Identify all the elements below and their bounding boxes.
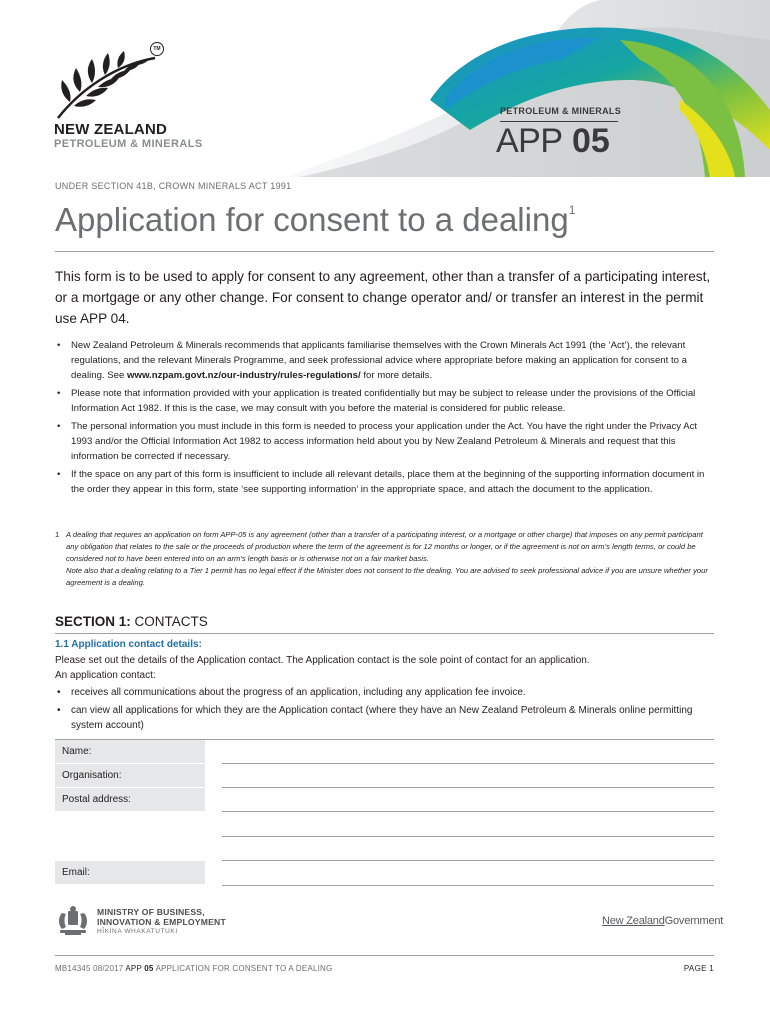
- section-text-1: Please set out the details of the Application contact. The Application contact is the sole point of contact for an application.: [55, 655, 590, 666]
- page-title: [55, 201, 575, 239]
- page-number: PAGE 1: [683, 964, 714, 973]
- list-item: [55, 386, 715, 416]
- nz-coat-of-arms-icon: [56, 905, 90, 937]
- silver-fern-icon: [50, 50, 160, 120]
- mbie-name-line-2: INNOVATION & EMPLOYMENT: [97, 917, 226, 927]
- document-footer: [55, 964, 332, 973]
- list-item: [55, 467, 715, 497]
- trademark-badge: TM: [150, 42, 164, 56]
- footnote-text: A dealing that requires an application on form APP-05 is any agreement (other than a transfer of a participating interest, or a mortgage or other charge) that imposes on any permit participant any obligation that relates to the sale or the proceeds of production where the term of the agreement is for 12 months or longer, or if the agreement is not on arm’s length terms, or could be considered not to have been entered into on an arm’s length basis or is otherwise not on a fair market basis.: [66, 530, 703, 563]
- brand-name: NEW ZEALAND: [54, 121, 168, 138]
- list-item: [55, 338, 715, 383]
- list-item: • can view all applications for which they are the Application contact (where they have an New Zealand Petroleum & Minerals online permitting system account): [55, 703, 715, 733]
- footer-divider: [55, 955, 714, 956]
- bullet-text: Please note that information provided with your application is treated confidentially but may be subject to release under the provisions of the Official Information Act 1982. If this is the case, we may consult with you before the material is considered for public release.: [71, 388, 696, 414]
- bullet-text: The personal information you must include in this form is needed to process your application under the Act. You have the right under the Privacy Act 1993 and/or the Official Information Act 1982 to access information held about you by New Zealand Petroleum & Minerals and request that this information be corrected if necessary.: [71, 421, 698, 462]
- act-reference: UNDER SECTION 41B, CROWN MINERALS ACT 1991: [55, 181, 292, 191]
- footer-app-prefix: APP: [125, 964, 142, 973]
- postal-address-field-line-1[interactable]: [222, 811, 714, 812]
- footer-app-number: 05: [144, 964, 154, 973]
- section-heading: [55, 614, 208, 629]
- contact-role-list: [55, 685, 715, 736]
- postal-address-label: Postal address:: [55, 788, 205, 811]
- footer-document-title: APPLICATION FOR CONSENT TO A DEALING: [155, 964, 333, 973]
- email-label: Email:: [55, 861, 205, 884]
- app-number: 05: [572, 122, 610, 160]
- bullet-text: If the space on any part of this form is insufficient to include all relevant details, place them at the beginning of the supporting information document in the order they appear in this form, state ‘see supporting information’ in the appropriate space, and attach the document to the application.: [71, 469, 705, 495]
- app-prefix: APP: [496, 122, 563, 160]
- bullet-text: New Zealand Petroleum & Minerals recommends that applicants familiarise themselves with the Crown Minerals Act 1991 (the ‘Act’), the relevant regulations, and the relevant Minerals Programme, and seek professional advice where appropriate before making an application for consent to a dealing. See: [71, 340, 687, 381]
- section-description: [55, 653, 715, 683]
- organisation-field[interactable]: [222, 787, 714, 788]
- footnote-note: Note also that a dealing relating to a Tier 1 permit has no legal effect if the Minister does not consent to the dealing. You are advised to seek professional advice if you are unsure whether your agreement is a dealing.: [66, 566, 708, 587]
- postal-address-field-line-2[interactable]: [222, 836, 714, 837]
- guidance-list: [55, 338, 715, 500]
- name-field[interactable]: [222, 763, 714, 764]
- section-divider: [55, 633, 714, 634]
- postal-address-field-line-3[interactable]: [222, 860, 714, 861]
- nz-government-logo: [602, 915, 723, 927]
- name-label: Name:: [55, 740, 205, 763]
- product-label: PETROLEUM & MINERALS: [500, 106, 622, 116]
- list-item: • receives all communications about the progress of an application, including any application fee invoice.: [55, 685, 715, 700]
- brand-subtitle: PETROLEUM & MINERALS: [54, 138, 203, 150]
- nz-government-logo-nz: New Zealand: [602, 915, 665, 927]
- nz-government-logo-gov: Government: [664, 915, 724, 927]
- mbie-name: [97, 907, 226, 927]
- email-field[interactable]: [222, 885, 714, 886]
- organisation-label: Organisation:: [55, 764, 205, 787]
- mbie-maori-name: HĪKINA WHAKATUTUKI: [97, 928, 178, 935]
- section-text-2: An application contact:: [55, 670, 156, 681]
- mbie-name-line-1: MINISTRY OF BUSINESS,: [97, 907, 205, 917]
- bullet-text-end: for more details.: [360, 370, 433, 381]
- intro-paragraph: This form is to be used to apply for consent to any agreement, other than a transfer of a participating interest, or a mortgage or any other change. For consent to change operator and/ or transfer an interest in the permit use APP 04.: [55, 269, 711, 326]
- list-item: [55, 419, 715, 464]
- footnote-number: 1: [55, 530, 60, 539]
- section-number: SECTION 1:: [55, 614, 131, 629]
- app-code: [496, 122, 610, 160]
- rules-regulations-link[interactable]: www.nzpam.govt.nz/our-industry/rules-regulations/: [127, 370, 361, 381]
- title-footnote-ref: 1: [568, 203, 576, 217]
- subsection-heading: 1.1 Application contact details:: [55, 639, 202, 650]
- page-header: [0, 0, 770, 177]
- footnote: [55, 529, 715, 589]
- document-code: MB14345 08/2017: [55, 964, 124, 973]
- section-title: CONTACTS: [134, 614, 208, 629]
- page-title-text: Application for consent to a dealing: [55, 201, 569, 238]
- title-divider: [55, 251, 714, 252]
